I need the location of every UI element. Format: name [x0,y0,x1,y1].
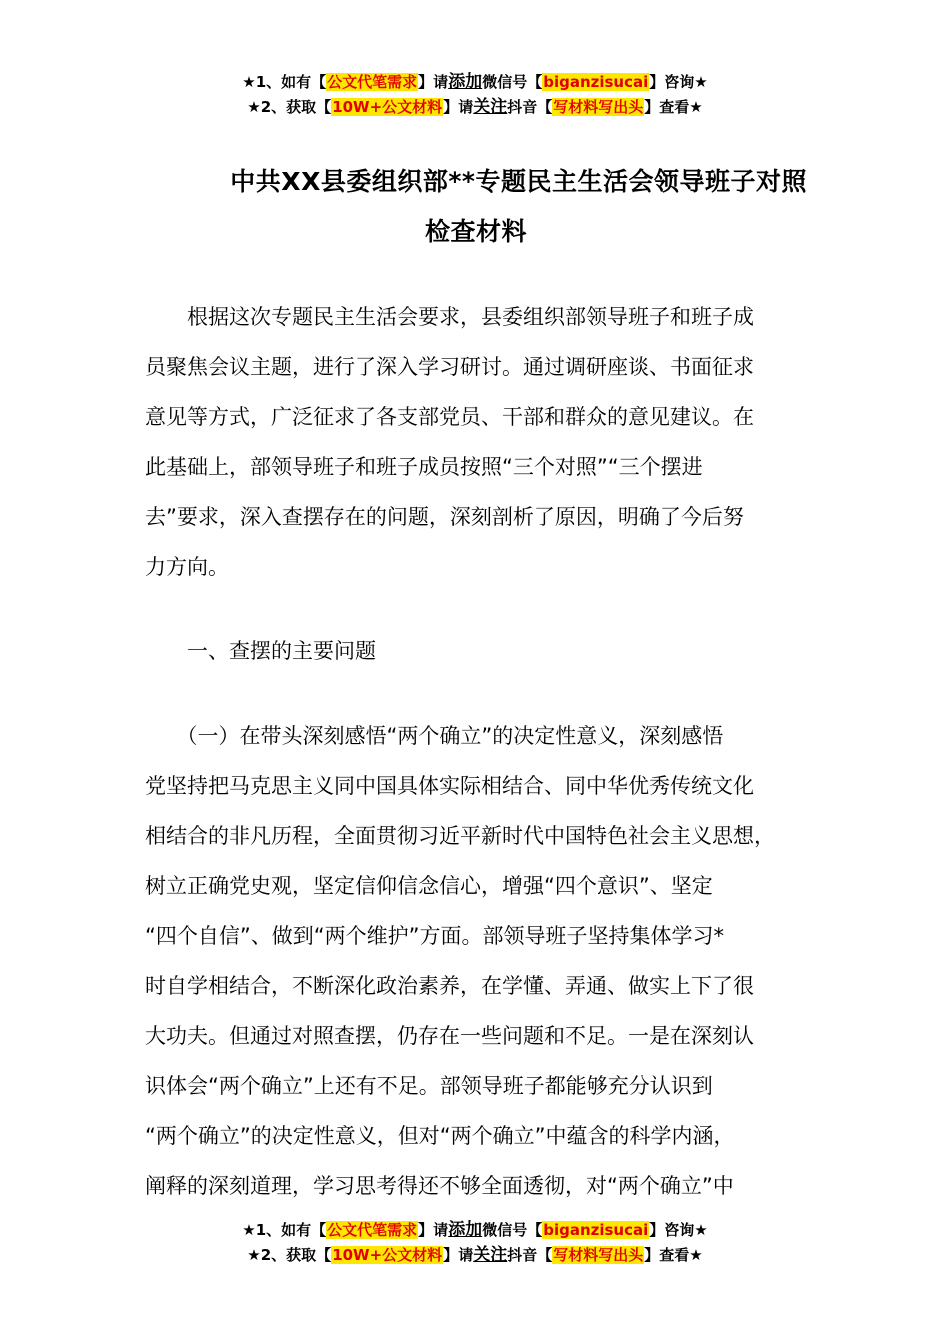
body-line: 时自学相结合，不断深化政治素养，在学懂、弄通、做实上下了很 [145,974,754,998]
body-line: 识体会“两个确立”上还有不足。部领导班子都能够充分认识到 [145,1074,713,1098]
banner-text: 微信号【 [482,1221,543,1239]
banner-text: 】查看★ [644,1246,703,1264]
body-line: 力方向。 [145,555,229,579]
banner-row-2 [0,95,950,120]
banner-highlight: biganzisucai [543,1221,649,1239]
document-title-line-2: 检查材料 [424,217,527,246]
banner-highlight: 公文代笔需求 [327,1221,418,1239]
banner-text: 微信号【 [482,73,543,91]
banner-text: 抖音【 [507,1246,553,1264]
footer-banner [0,1218,950,1268]
banner-row-2 [0,1243,950,1268]
banner-highlight: 10W+公文材料 [332,98,443,116]
banner-highlight: 写材料写出头 [553,98,644,116]
banner-text: ★1、如有【 [242,1221,327,1239]
header-banner [0,70,950,120]
body-line: 党坚持把马克思主义同中国具体实际相结合、同中华优秀传统文化 [145,774,754,798]
banner-emphasis: 添加 [448,1220,483,1240]
banner-text: 】请 [418,1221,449,1239]
banner-text: 】咨询★ [649,73,708,91]
banner-text: ★2、获取【 [247,98,332,116]
banner-emphasis: 关注 [473,97,508,117]
body-line: 员聚焦会议主题，进行了深入学习研讨。通过调研座谈、书面征求 [145,355,754,379]
body-line: 大功夫。但通过对照查摆，仍存在一些问题和不足。一是在深刻认 [145,1024,754,1048]
body-line: 相结合的非凡历程，全面贯彻习近平新时代中国特色社会主义思想， [145,824,775,848]
banner-row-1 [0,1218,950,1243]
banner-highlight: 公文代笔需求 [327,73,418,91]
section-heading: 一、查摆的主要问题 [145,639,376,663]
banner-text: 】请 [418,73,449,91]
banner-text: 】请 [443,1246,474,1264]
banner-text: ★1、如有【 [242,73,327,91]
banner-row-1 [0,70,950,95]
banner-text: ★2、获取【 [247,1246,332,1264]
body-line: 树立正确党史观，坚定信仰信念信心，增强“四个意识”、坚定 [145,874,713,898]
banner-emphasis: 添加 [448,72,483,92]
document-title-line-1: 中共XX县委组织部**专题民主生活会领导班子对照 [230,167,807,196]
banner-text: 抖音【 [507,98,553,116]
banner-text: 】请 [443,98,474,116]
banner-highlight: 写材料写出头 [553,1246,644,1264]
banner-text: 】查看★ [644,98,703,116]
body-line: 此基础上，部领导班子和班子成员按照“三个对照”“三个摆进 [145,455,703,479]
body-line: 意见等方式，广泛征求了各支部党员、干部和群众的意见建议。在 [145,405,754,429]
body-line: 阐释的深刻道理，学习思考得还不够全面透彻，对“两个确立”中 [145,1174,734,1198]
banner-text: 】咨询★ [649,1221,708,1239]
body-line: “四个自信”、做到“两个维护”方面。部领导班子坚持集体学习* [145,924,725,948]
banner-highlight: biganzisucai [543,73,649,91]
banner-highlight: 10W+公文材料 [332,1246,443,1264]
body-line: （一）在带头深刻感悟“两个确立”的决定性意义，深刻感悟 [145,724,724,748]
banner-emphasis: 关注 [473,1245,508,1265]
body-line: 去”要求，深入查摆存在的问题，深刻剖析了原因，明确了今后努 [145,505,744,529]
body-line: 根据这次专题民主生活会要求，县委组织部领导班子和班子成 [145,305,754,329]
body-line: “两个确立”的决定性意义，但对“两个确立”中蕴含的科学内涵， [145,1124,735,1148]
